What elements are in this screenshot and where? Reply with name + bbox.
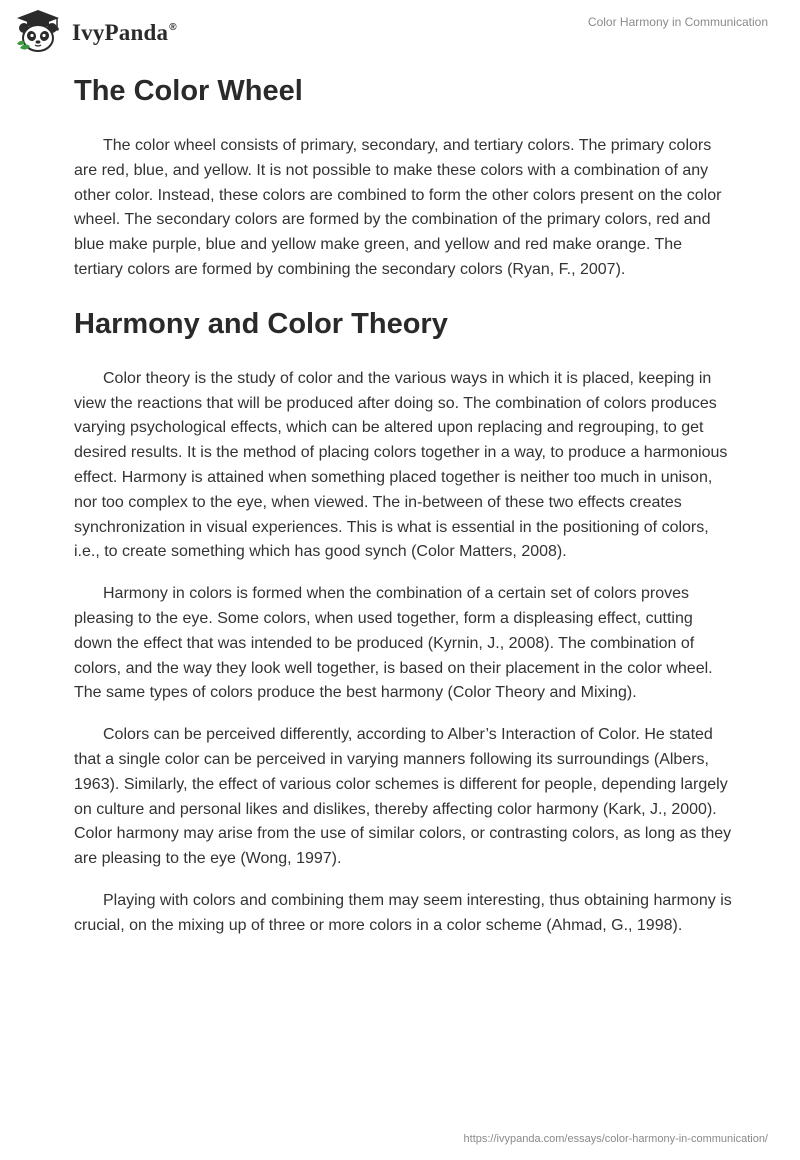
paragraph: Color theory is the study of color and the various ways in which it is placed, keeping in view the reactions that will be produced after doing so. The combination of colors produces varying psychological effects, which can be altered upon replacing and regrouping, to get desired results. It is the method of placing colors together in a way, to produce a harmonious effect. Harmony is attained when something placed together is neither too much in unison, nor too complex to the eye, when viewed. The in-between of these two effects creates synchronization in visual experiences. This is what is essential in the positioning of colors, i.e., to create something which has good synch (Color Matters, 2008). bbox=[74, 369, 728, 561]
essay-content bbox=[74, 72, 734, 939]
paragraph: The color wheel consists of primary, secondary, and tertiary colors. The primary colors are red, blue, and yellow. It is not possible to make these colors with a combination of any other color. Instead, these colors are combined to form the other colors present on the color wheel. The secondary colors are formed by the combination of the primary colors, red and blue make purple, blue and yellow make green, and yellow and red make orange. The tertiary colors are formed by combining the secondary colors (Ryan, F., 2007). bbox=[74, 137, 722, 278]
brand-name bbox=[72, 20, 177, 46]
section-body bbox=[74, 134, 734, 283]
paragraph: Harmony in colors is formed when the combination of a certain set of colors proves pleasing to the eye. Some colors, when used together, form a displeasing effect, cutting down the effect that was intended to be produced (Kyrnin, J., 2008). The combination of colors, and the way they look well together, is based on their placement in the color wheel. The same types of colors produce the best harmony (Color Theory and Mixing). bbox=[74, 585, 713, 702]
panda-graduate-icon bbox=[14, 8, 62, 54]
registered-mark: ® bbox=[169, 22, 177, 33]
paragraph: Colors can be perceived differently, according to Alber’s Interaction of Color. He stated that a single color can be perceived in varying manners following its surroundings (Albers, 1963). Similarly, the effect of various color schemes is different for people, depending largely on culture and personal likes and dislikes, thereby affecting color harmony (Kark, J., 2000). Color harmony may arise from the use of similar colors, or contrasting colors, as long as they are pleasing to the eye (Wong, 1997). bbox=[74, 726, 732, 868]
paragraph: Playing with colors and combining them may seem interesting, thus obtaining harmony is crucial, on the mixing up of three or more colors in a color scheme (Ahmad, G., 1998). bbox=[74, 891, 732, 934]
section-heading: The Color Wheel bbox=[74, 75, 303, 107]
section-heading: Harmony and Color Theory bbox=[74, 307, 448, 340]
section-body bbox=[74, 367, 734, 939]
brand-name-text: IvyPanda bbox=[72, 20, 169, 45]
source-url[interactable]: https://ivypanda.com/essays/color-harmony-in-communication/ bbox=[463, 1133, 768, 1145]
page-header bbox=[0, 0, 800, 60]
document-title: Color Harmony in Communication bbox=[587, 15, 768, 29]
ivypanda-logo[interactable] bbox=[14, 8, 177, 54]
